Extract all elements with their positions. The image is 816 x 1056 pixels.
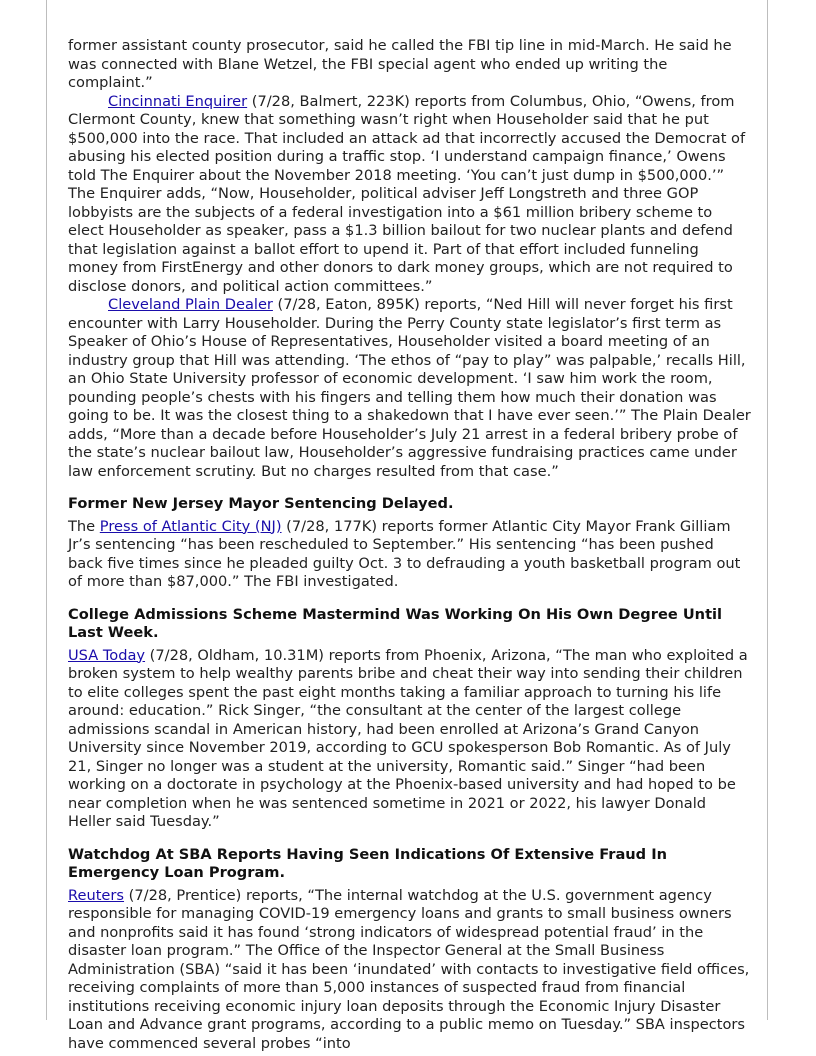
paragraph-prefix: The xyxy=(68,517,100,535)
source-link-cincinnati-enquirer[interactable]: Cincinnati Enquirer xyxy=(108,92,248,110)
heading-sba-watchdog: Watchdog At SBA Reports Having Seen Indications Of Extensive Fraud In Emergency Loan Program. xyxy=(68,845,668,881)
paragraph-cincinnati-enquirer xyxy=(68,93,752,297)
heading-nj-mayor-sentencing: Former New Jersey Mayor Sentencing Delayed. xyxy=(68,495,454,512)
paragraph-nj-mayor xyxy=(68,518,752,592)
source-link-reuters[interactable]: Reuters xyxy=(68,886,125,904)
paragraph-text: (7/28, Eaton, 895K) reports, “Ned Hill will never forget his first encounter with Larry Householder. During the Perry County state legislator’s first term as Speaker of Ohio’s House of Representatives, Householder visited a board meeting of an industry group that Hill was attending. ‘The ethos of “pay to play” was palpable,’ recalls Hill, an Ohio State University professor of economic development. ‘I saw him work the room, pounding people’s chests with his fingers and telling them how much their donation was going to be. It was the closest thing to a shakedown that I have ever seen.’” The Plain Dealer adds, “More than a decade before Householder’s July 21 arrest in a federal bribery probe of the state’s nuclear bailout law, Householder’s aggressive fundraising practices came under law enforcement scrutiny. But no charges resulted from that case.” xyxy=(68,296,751,480)
document-body xyxy=(68,37,752,1053)
paragraph-text: (7/28, 177K) reports former Atlantic City Mayor Frank Gilliam Jr’s sentencing “has been rescheduled to September.” His sentencing “has been pushed back five times since he pleaded guilty Oct. 3 to defrauding a youth basketball program out of more than $87,000.” The FBI investigated. xyxy=(68,517,741,590)
source-link-usa-today[interactable]: USA Today xyxy=(68,646,146,664)
paragraph-sba-watchdog xyxy=(68,887,752,1054)
paragraph-text: (7/28, Oldham, 10.31M) reports from Phoenix, Arizona, “The man who exploited a broken system to help wealthy parents bribe and cheat their way into sending their children to elite colleges spent the past eight months taking a familiar approach to turning his life around: education.” Rick Singer, “the consultant at the center of the largest college admissions scandal in American history, had been enrolled at Arizona’s Grand Canyon University since November 2019, according to GCU spokesperson Bob Romantic. As of July 21, Singer no longer was a student at the university, Romantic said.” Singer “had been working on a doctorate in psychology at the Phoenix-based university and had hoped to be near completion when he was sentenced sometime in 2021 or 2022, his lawyer Donald Heller said Tuesday.” xyxy=(68,646,748,830)
paragraph-text: (7/28, Prentice) reports, “The internal watchdog at the U.S. government agency responsible for managing COVID-19 emergency loans and grants to small business owners and nonprofits said it has found ‘strong indicators of widespread potential fraud’ in the disaster loan program.” The Office of the Inspector General at the Small Business Administration (SBA) “said it has been ‘inundated’ with contacts to investigative field offices, receiving complaints of more than 5,000 instances of suspected fraud from financial institutions receiving economic injury loan deposits through the Economic Injury Disaster Loan and Advance grant programs, according to a public memo on Tuesday.” SBA inspectors have commenced several probes “into xyxy=(68,886,750,1052)
source-link-press-of-atlantic-city[interactable]: Press of Atlantic City (NJ) xyxy=(99,517,282,535)
paragraph-cleveland-plain-dealer xyxy=(68,296,752,481)
paragraph-college-admissions xyxy=(68,647,752,832)
paragraph-text: (7/28, Balmert, 223K) reports from Columbus, Ohio, “Owens, from Clermont County, knew that something wasn’t right when Householder said that he put $500,000 into the race. That included an attack ad that incorrectly accused the Democrat of abusing his elected position during a traffic stop. ‘I understand campaign finance,’ Owens told The Enquirer about the November 2018 meeting. ‘You can’t just dump in $500,000.’” The Enquirer adds, “Now, Householder, political adviser Jeff Longstreth and three GOP lobbyists are the subjects of a federal investigation into a $61 million bribery scheme to elect Householder as speaker, pass a $1.3 billion bailout for two nuclear plants and defend that legislation against a ballot effort to upend it. Part of that effort included funneling money from FirstEnergy and other donors to dark money groups, which are not required to disclose donors, and political action committees.” xyxy=(68,92,746,295)
heading-college-admissions: College Admissions Scheme Mastermind Was Working On His Own Degree Until Last Week. xyxy=(68,605,723,641)
source-link-cleveland-plain-dealer[interactable]: Cleveland Plain Dealer xyxy=(108,296,273,313)
paragraph-fbi-tip: former assistant county prosecutor, said he called the FBI tip line in mid-March. He said he was connected with Blane Wetzel, the FBI special agent who ended up writing the complaint.” xyxy=(68,37,732,91)
